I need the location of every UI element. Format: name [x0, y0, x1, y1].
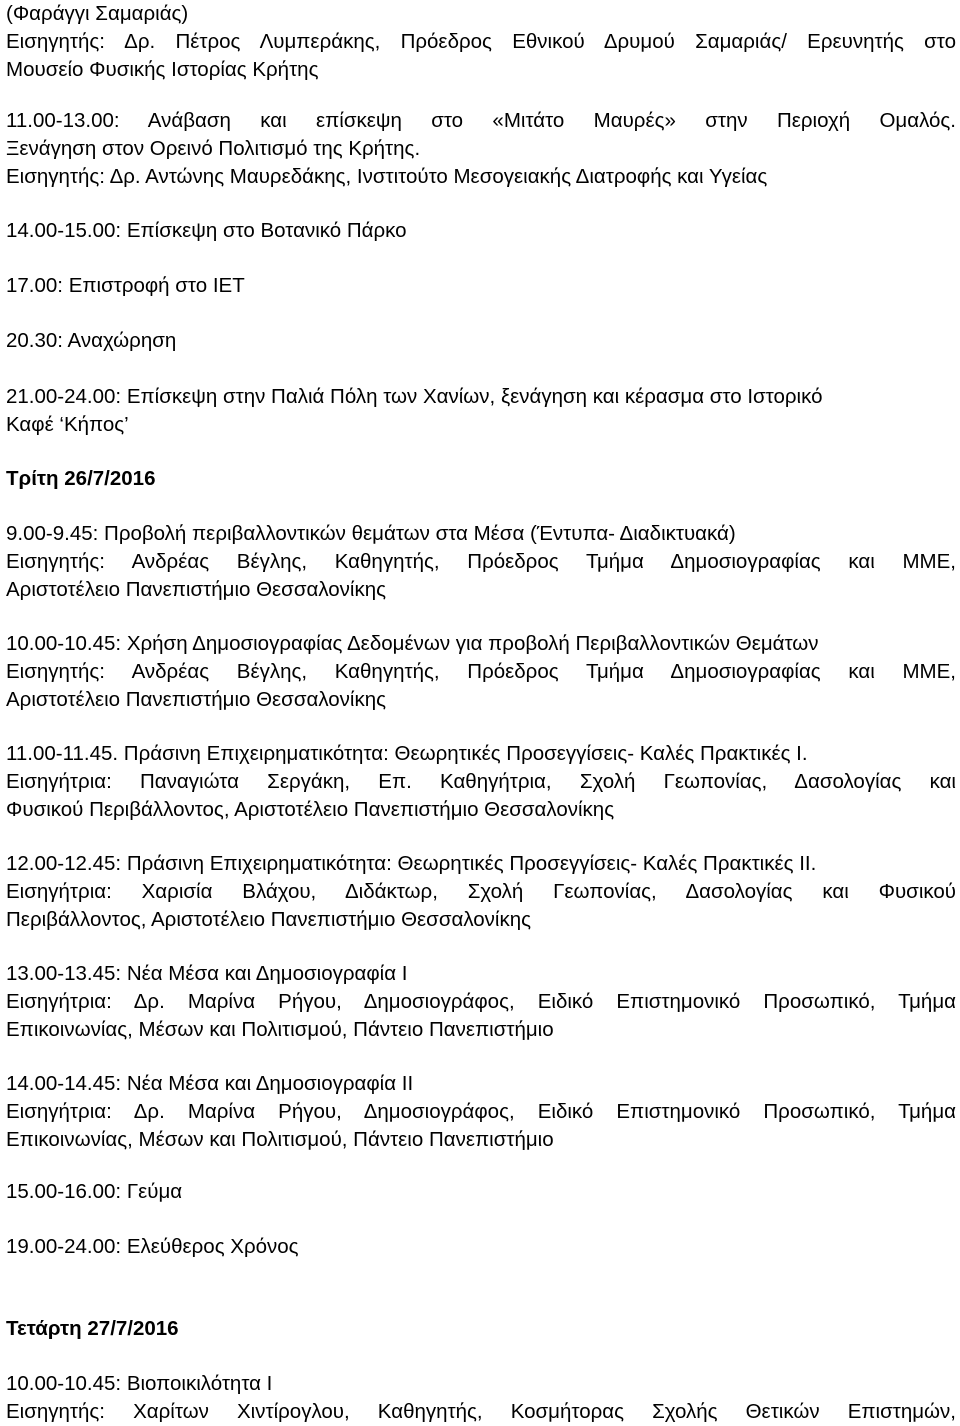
- schedule-entry: [6, 630, 956, 714]
- day-heading-block: [6, 1315, 956, 1343]
- schedule-entry: [6, 1070, 956, 1154]
- entry-line: 10.00-10.45: Βιοποικιλότητα Ι: [6, 1372, 273, 1395]
- entry-line: Μουσείο Φυσικής Ιστορίας Κρήτης: [6, 58, 319, 81]
- schedule-entry: [6, 327, 956, 355]
- entry-line: Επικοινωνίας, Μέσων και Πολιτισμού, Πάντειο Πανεπιστήμιο: [6, 1128, 554, 1151]
- entry-line: Εισηγητής: Ανδρέας Βέγλης, Καθηγητής, Πρόεδρος Τμήμα Δημοσιογραφίας και ΜΜΕ,: [6, 550, 956, 573]
- entry-line: Εισηγητής: Χαρίτων Χιντίρογλου, Καθηγητής, Κοσμήτορας Σχολής Θετικών Επιστημών,: [6, 1400, 956, 1423]
- entry-line: Εισηγήτρια: Χαρισία Βλάχου, Διδάκτωρ, Σχολή Γεωπονίας, Δασολογίας και Φυσικού: [6, 880, 956, 903]
- day-heading-block: [6, 465, 956, 493]
- schedule-entry: [6, 217, 956, 245]
- schedule-entry: [6, 107, 956, 191]
- entry-line: 11.00-13.00: Ανάβαση και επίσκεψη στο «Μιτάτο Μαυρές» στην Περιοχή Ομαλός.: [6, 109, 956, 132]
- schedule-entry: [6, 520, 956, 604]
- entry-line: 17.00: Επιστροφή στο ΙΕΤ: [6, 274, 245, 297]
- entry-line: 11.00-11.45. Πράσινη Επιχειρηματικότητα: Θεωρητικές Προσεγγίσεις- Καλές Πρακτικές Ι.: [6, 742, 808, 765]
- schedule-entry: [6, 0, 956, 84]
- entry-line: 15.00-16.00: Γεύμα: [6, 1180, 183, 1203]
- entry-line: 21.00-24.00: Επίσκεψη στην Παλιά Πόλη των Χανίων, ξενάγηση και κέρασμα στο Ιστορικό: [6, 385, 823, 408]
- day-heading: Τετάρτη 27/7/2016: [6, 1317, 179, 1340]
- entry-line: Αριστοτέλειο Πανεπιστήμιο Θεσσαλονίκης: [6, 578, 387, 601]
- schedule-entry: [6, 960, 956, 1044]
- schedule-entry: [6, 383, 956, 439]
- entry-line: Εισηγήτρια: Δρ. Μαρίνα Ρήγου, Δημοσιογράφος, Ειδικό Επιστημονικό Προσωπικό, Τμήμα: [6, 1100, 956, 1123]
- entry-line: Περιβάλλοντος, Αριστοτέλειο Πανεπιστήμιο Θεσσαλονίκης: [6, 908, 532, 931]
- schedule-entry: [6, 272, 956, 300]
- schedule-entry: [6, 1178, 956, 1206]
- entry-line: 14.00-14.45: Νέα Μέσα και Δημοσιογραφία ΙΙ: [6, 1072, 414, 1095]
- entry-line: Αριστοτέλειο Πανεπιστήμιο Θεσσαλονίκης: [6, 688, 387, 711]
- schedule-entry: [6, 850, 956, 934]
- entry-line: Επικοινωνίας, Μέσων και Πολιτισμού, Πάντειο Πανεπιστήμιο: [6, 1018, 554, 1041]
- schedule-entry: [6, 1370, 956, 1426]
- entry-line: 12.00-12.45: Πράσινη Επιχειρηματικότητα: Θεωρητικές Προσεγγίσεις- Καλές Πρακτικές ΙΙ.: [6, 852, 817, 875]
- entry-line: Εισηγητής: Δρ. Πέτρος Λυμπεράκης, Πρόεδρος Εθνικού Δρυμού Σαμαριάς/ Ερευνητής στο: [6, 30, 956, 53]
- day-heading: Τρίτη 26/7/2016: [6, 467, 156, 490]
- entry-line: Εισηγητής: Δρ. Αντώνης Μαυρεδάκης, Ινστιτούτο Μεσογειακής Διατροφής και Υγείας: [6, 165, 768, 188]
- entry-line: 9.00-9.45: Προβολή περιβαλλοντικών θεμάτων στα Μέσα (Έντυπα- Διαδικτυακά): [6, 522, 736, 545]
- entry-line: 10.00-10.45: Χρήση Δημοσιογραφίας Δεδομένων για προβολή Περιβαλλοντικών Θεμάτων: [6, 632, 819, 655]
- entry-line: 19.00-24.00: Ελεύθερος Χρόνος: [6, 1235, 299, 1258]
- entry-line: Ξενάγηση στον Ορεινό Πολιτισμό της Κρήτης.: [6, 137, 421, 160]
- entry-line: Εισηγήτρια: Δρ. Μαρίνα Ρήγου, Δημοσιογράφος, Ειδικό Επιστημονικό Προσωπικό, Τμήμα: [6, 990, 956, 1013]
- entry-line: Εισηγητής: Ανδρέας Βέγλης, Καθηγητής, Πρόεδρος Τμήμα Δημοσιογραφίας και ΜΜΕ,: [6, 660, 956, 683]
- schedule-entry: [6, 740, 956, 824]
- entry-line: (Φαράγγι Σαμαριάς): [6, 2, 189, 25]
- entry-line: Καφέ ‘Κήπος’: [6, 413, 129, 436]
- entry-line: 20.30: Αναχώρηση: [6, 329, 177, 352]
- entry-line: 14.00-15.00: Επίσκεψη στο Βοτανικό Πάρκο: [6, 219, 407, 242]
- entry-line: Φυσικού Περιβάλλοντος, Αριστοτέλειο Πανεπιστήμιο Θεσσαλονίκης: [6, 798, 615, 821]
- entry-line: 13.00-13.45: Νέα Μέσα και Δημοσιογραφία Ι: [6, 962, 408, 985]
- entry-line: Εισηγήτρια: Παναγιώτα Σεργάκη, Επ. Καθηγήτρια, Σχολή Γεωπονίας, Δασολογίας και: [6, 770, 956, 793]
- schedule-entry: [6, 1233, 956, 1261]
